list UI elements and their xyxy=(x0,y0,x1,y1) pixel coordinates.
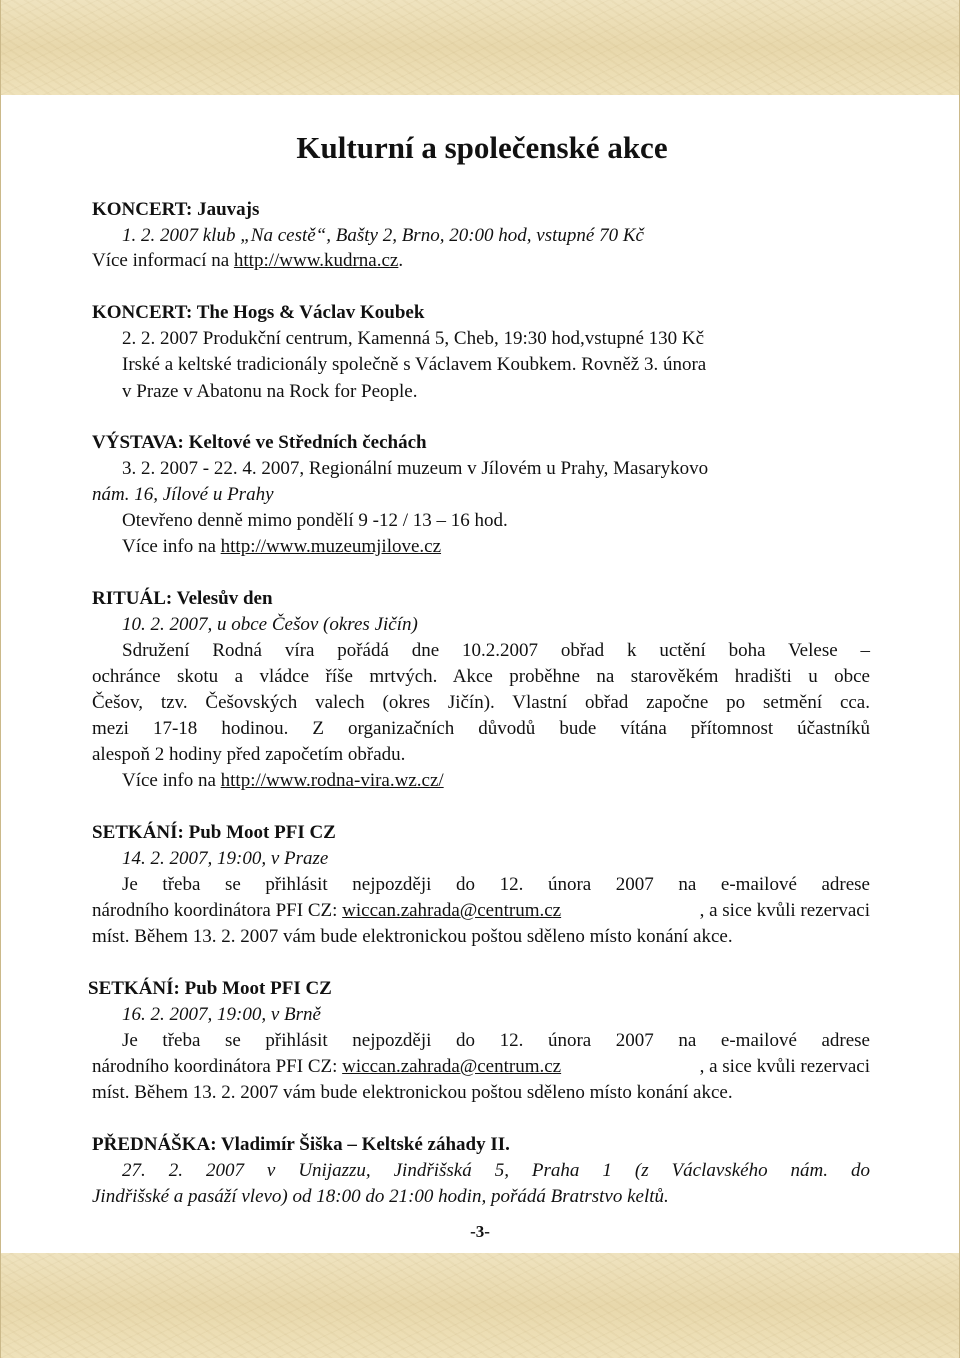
event-description-line: Češov, tzv. Češovských valech (okres Jičín). Vlastní obřad započne po setmění cca. xyxy=(92,692,870,713)
event-info-text: Více informací na xyxy=(92,250,234,271)
event-info-line xyxy=(122,536,441,558)
event-description-line xyxy=(92,1056,870,1078)
event-date-line: 10. 2. 2007, u obce Češov (okres Jičín) xyxy=(122,614,418,635)
kudrna-link[interactable]: http://www.kudrna.cz xyxy=(233,250,399,271)
event-detail-line xyxy=(122,225,866,247)
coordinator-text: národního koordinátora PFI CZ: xyxy=(92,900,343,921)
event-info-text: Více info na xyxy=(122,536,221,557)
event-detail-line: v Praze v Abatonu na Rock for People. xyxy=(122,381,418,402)
event-heading-koncert-hogs: KONCERT: The Hogs & Václav Koubek xyxy=(92,302,425,323)
event-info-line xyxy=(122,770,444,792)
event-date-line: 16. 2. 2007, 19:00, v Brně xyxy=(122,1004,321,1025)
rodna-vira-link[interactable]: http://www.rodna-vira.wz.cz/ xyxy=(220,770,444,791)
event-heading-koncert-jauvajs: KONCERT: Jauvajs xyxy=(92,199,260,220)
event-heading-ritual: RITUÁL: Velesův den xyxy=(92,588,273,609)
reservation-text: , a sice kvůli rezervaci xyxy=(699,900,870,921)
event-description-line: ochránce skotu a vládce říše mrtvých. Akce proběhne na starověkém hradišti u obce xyxy=(92,666,870,687)
event-description-line: 27. 2. 2007 v Unijazzu, Jindřišská 5, Praha 1 (z Václavského nám. do xyxy=(122,1160,870,1181)
muzeumjilove-link[interactable]: http://www.muzeumjilove.cz xyxy=(220,536,442,557)
coordinator-text: národního koordinátora PFI CZ: xyxy=(92,1056,343,1077)
event-date-venue: 1. 2. 2007 klub „Na cestě“, Bašty 2, Brno, 20:00 hod, vstupné 70 Kč xyxy=(122,225,644,246)
event-description-line: Sdružení Rodná víra pořádá dne 10.2.2007 obřad k uctění boha Velese – xyxy=(122,640,870,661)
event-date: 3. 2. 2007 - 22. 4. 2007, Regionální muzeum v Jílovém u Prahy, Masarykovo xyxy=(122,458,709,479)
event-detail-line xyxy=(122,458,708,480)
event-description-line: Je třeba se přihlásit nejpozději do 12. února 2007 na e-mailové adrese xyxy=(122,1030,870,1051)
event-info-line xyxy=(92,250,403,272)
event-date-line: 14. 2. 2007, 19:00, v Praze xyxy=(122,848,329,869)
event-info-period: . xyxy=(398,250,404,271)
event-description-line: míst. Během 13. 2. 2007 vám bude elektronickou poštou sděleno místo konání akce. xyxy=(92,1082,733,1103)
event-hours-line: Otevřeno denně mimo pondělí 9 -12 / 13 – 16 hod. xyxy=(122,510,508,531)
event-heading-setkani-praha: SETKÁNÍ: Pub Moot PFI CZ xyxy=(92,822,336,843)
event-info-text: Více info na xyxy=(122,770,221,791)
event-detail-line: 2. 2. 2007 Produkční centrum, Kamenná 5, Cheb, 19:30 hod,vstupné 130 Kč xyxy=(122,328,705,349)
event-description-line: Jindřišské a pasáží vlevo) od 18:00 do 21:00 hodin, pořádá Bratrstvo keltů. xyxy=(92,1186,669,1207)
event-description-line xyxy=(92,900,870,922)
event-detail-line: Irské a keltské tradicionály společně s Václavem Koubkem. Rovněž 3. února xyxy=(122,354,707,375)
page-number: -3- xyxy=(470,1222,490,1241)
event-description-line: míst. Během 13. 2. 2007 vám bude elektronickou poštou sděleno místo konání akce. xyxy=(92,926,733,947)
email-link[interactable]: wiccan.zahrada@centrum.cz xyxy=(342,900,562,921)
event-description-line: mezi 17-18 hodinou. Z organizačních důvodů bude vítána přítomnost účastníků xyxy=(92,718,870,739)
event-description-line: Je třeba se přihlásit nejpozději do 12. února 2007 na e-mailové adrese xyxy=(122,874,870,895)
page-title: Kulturní a společenské akce xyxy=(296,130,668,165)
event-heading-setkani-brno: SETKÁNÍ: Pub Moot PFI CZ xyxy=(88,978,332,999)
event-detail-line: nám. 16, Jílové u Prahy xyxy=(92,484,274,505)
event-heading-prednaska: PŘEDNÁŠKA: Vladimír Šiška – Keltské záhady II. xyxy=(92,1134,510,1155)
reservation-text: , a sice kvůli rezervaci xyxy=(699,1056,870,1077)
event-heading-vystava: VÝSTAVA: Keltové ve Středních čechách xyxy=(92,432,427,453)
event-description-line: alespoň 2 hodiny před započetím obřadu. xyxy=(92,744,406,765)
email-link[interactable]: wiccan.zahrada@centrum.cz xyxy=(342,1056,562,1077)
